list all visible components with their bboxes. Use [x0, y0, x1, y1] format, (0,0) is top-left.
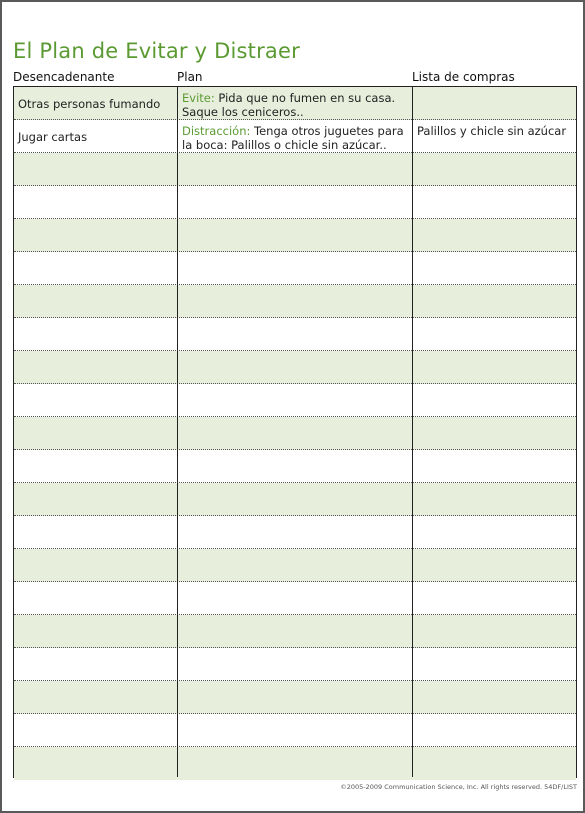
table-row: [14, 681, 576, 714]
shopping-cell: [413, 384, 576, 416]
column-header-shopping: Lista de compras: [412, 70, 515, 84]
plan-cell: [178, 351, 412, 383]
table-row: [14, 351, 576, 384]
plan-cell: [178, 516, 412, 548]
table-row: [14, 318, 576, 351]
plan-text: Tenga otros juguetes para la boca: Palillos o chicle sin azúcar..: [182, 124, 404, 152]
shopping-cell: [413, 285, 576, 317]
plan-cell: [178, 582, 412, 614]
plan-keyword: Distracción:: [182, 124, 251, 138]
plan-cell: [178, 285, 412, 317]
table-row: [14, 648, 576, 681]
shopping-cell: [413, 450, 576, 482]
column-header-plan: Plan: [177, 70, 203, 84]
plan-cell: [178, 615, 412, 647]
table-row: [14, 120, 576, 153]
trigger-cell: [14, 450, 177, 482]
table-row: [14, 252, 576, 285]
shopping-cell: [413, 153, 576, 185]
table-row: [14, 582, 576, 615]
plan-cell: [178, 186, 412, 218]
table-row: [14, 483, 576, 516]
shopping-cell: [413, 747, 576, 780]
shopping-cell: [413, 318, 576, 350]
shopping-cell: [413, 615, 576, 647]
trigger-cell: [14, 714, 177, 746]
shopping-cell: [413, 186, 576, 218]
plan-table: [13, 86, 577, 778]
column-divider: [177, 87, 178, 777]
plan-keyword: Evite:: [182, 91, 215, 105]
trigger-cell: [14, 417, 177, 449]
plan-cell: [178, 153, 412, 185]
table-row: [14, 747, 576, 780]
trigger-cell: [14, 681, 177, 713]
plan-cell: [178, 219, 412, 251]
table-row: [14, 417, 576, 450]
plan-cell: [178, 549, 412, 581]
trigger-cell: [14, 516, 177, 548]
plan-cell: [178, 483, 412, 515]
plan-cell: [178, 747, 412, 780]
shopping-cell: [413, 681, 576, 713]
plan-cell: [178, 318, 412, 350]
shopping-cell: [413, 582, 576, 614]
trigger-cell: Otras personas fumando: [18, 97, 161, 111]
table-row: [14, 219, 576, 252]
shopping-cell: [413, 714, 576, 746]
plan-cell: [178, 252, 412, 284]
shopping-cell: [413, 417, 576, 449]
plan-cell: [178, 384, 412, 416]
plan-cell: [178, 714, 412, 746]
table-row: [14, 384, 576, 417]
shopping-cell: [413, 252, 576, 284]
plan-cell: [178, 450, 412, 482]
trigger-cell: [14, 186, 177, 218]
table-row: [14, 285, 576, 318]
trigger-cell: [14, 351, 177, 383]
table-row: [14, 186, 576, 219]
table-row: [14, 87, 576, 120]
column-header-trigger: Desencadenante: [13, 70, 115, 84]
plan-cell: [178, 681, 412, 713]
trigger-cell: [14, 318, 177, 350]
shopping-cell: Palillos y chicle sin azúcar: [417, 124, 567, 138]
trigger-cell: [14, 384, 177, 416]
plan-cell: [178, 87, 412, 119]
trigger-cell: [14, 648, 177, 680]
trigger-cell: [14, 153, 177, 185]
table-row: [14, 615, 576, 648]
trigger-cell: [14, 483, 177, 515]
shopping-cell: [413, 549, 576, 581]
trigger-cell: [14, 252, 177, 284]
shopping-cell: [413, 351, 576, 383]
trigger-cell: [14, 219, 177, 251]
plan-text: Pida que no fumen en su casa. Saque los ceniceros..: [182, 91, 396, 119]
table-row: [14, 516, 576, 549]
trigger-cell: [14, 615, 177, 647]
plan-cell: [178, 648, 412, 680]
copyright-footer: ©2005-2009 Communication Science, Inc. All rights reserved. 54DF/LIST: [340, 783, 577, 791]
trigger-cell: [14, 747, 177, 780]
table-row: [14, 714, 576, 747]
table-row: [14, 549, 576, 582]
shopping-cell: [413, 516, 576, 548]
column-divider: [412, 87, 413, 777]
trigger-cell: Jugar cartas: [18, 130, 88, 144]
shopping-cell: [413, 87, 576, 119]
plan-cell: [178, 120, 412, 152]
page-title: El Plan de Evitar y Distraer: [13, 39, 300, 63]
trigger-cell: [14, 549, 177, 581]
table-row: [14, 450, 576, 483]
shopping-cell: [413, 648, 576, 680]
shopping-cell: [413, 219, 576, 251]
trigger-cell: [14, 285, 177, 317]
shopping-cell: [413, 483, 576, 515]
trigger-cell: [14, 582, 177, 614]
table-row: [14, 153, 576, 186]
plan-cell: [178, 417, 412, 449]
